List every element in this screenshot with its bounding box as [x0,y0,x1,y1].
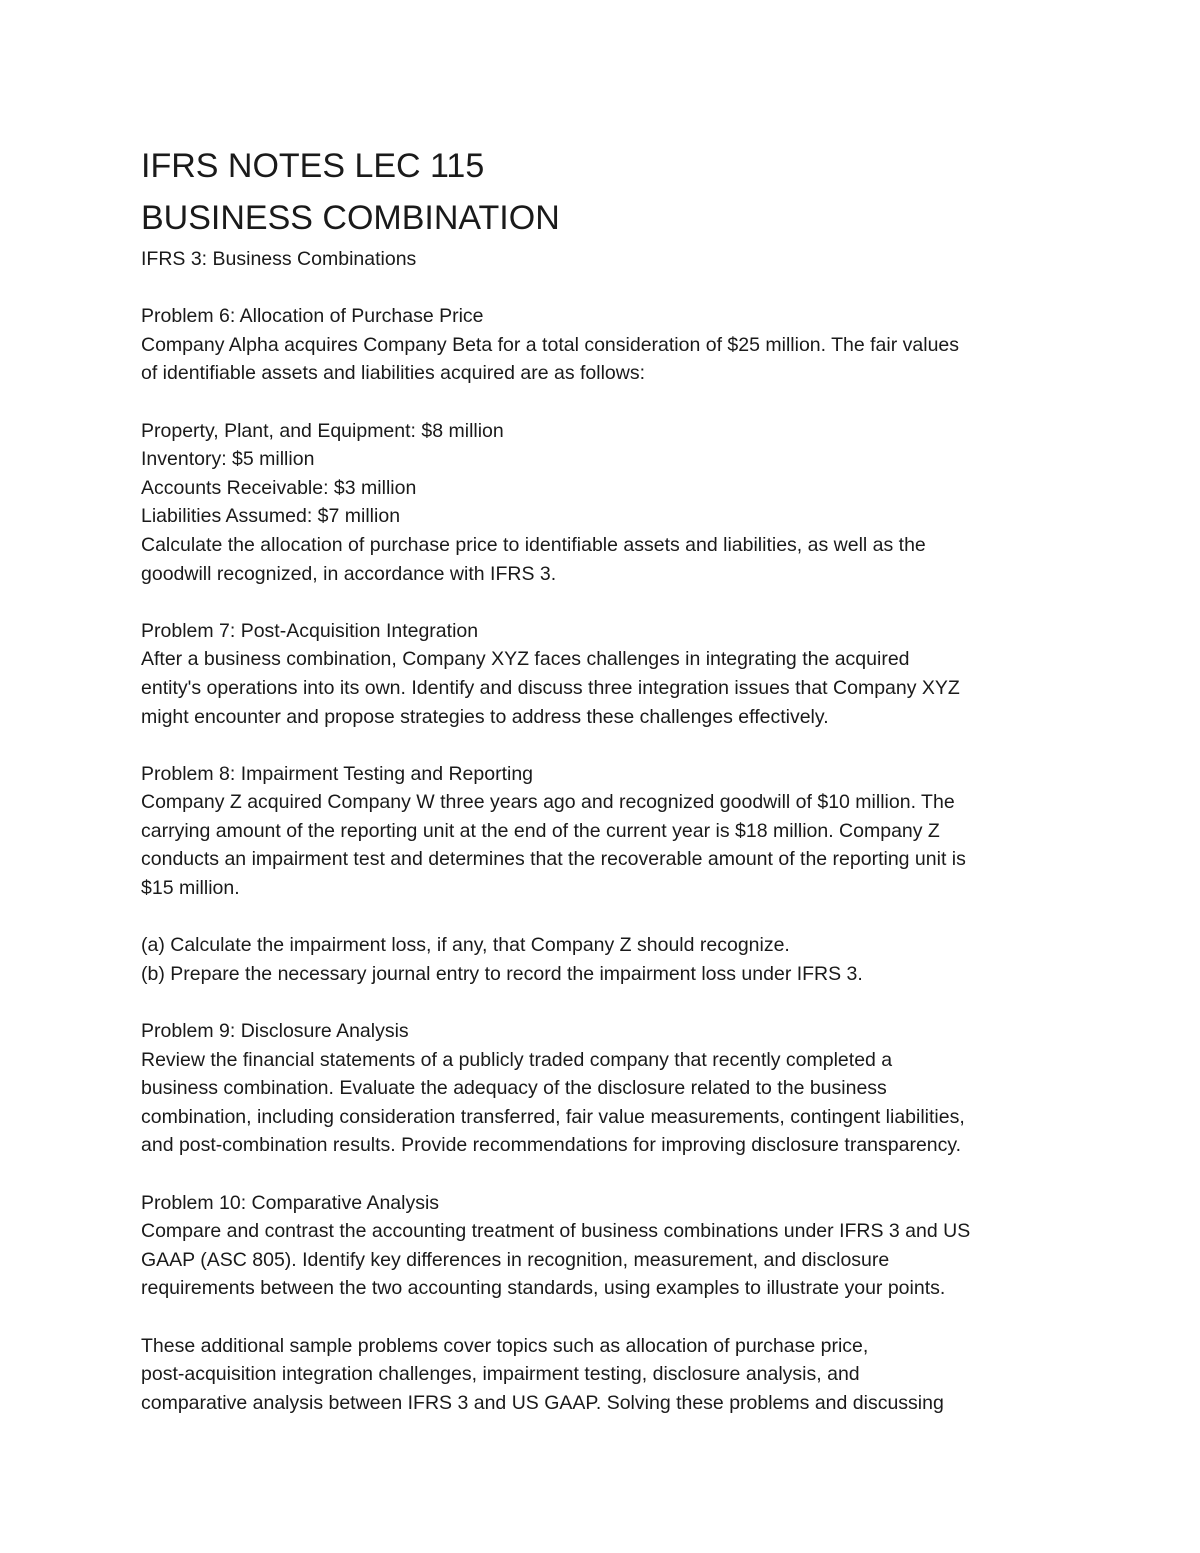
problem-10-body-line: GAAP (ASC 805). Identify key differences in recognition, measurement, and disclosure [141,1248,890,1271]
problem-6-item: Inventory: $5 million [141,448,315,471]
problem-7-body-line: After a business combination, Company XYZ faces challenges in integrating the acquired [141,648,910,671]
problem-9-body-line: business combination. Evaluate the adequacy of the disclosure related to the business [141,1077,887,1100]
problem-7-body-line: entity's operations into its own. Identify and discuss three integration issues that Company XYZ [141,676,960,699]
document-title-line-2: BUSINESS COMBINATION [141,199,560,237]
problem-8-section [141,760,1071,989]
paragraph-gap [141,1160,1071,1189]
document-title-line-1: IFRS NOTES LEC 115 [141,147,485,185]
problem-6-item: Accounts Receivable: $3 million [141,476,417,499]
paragraph-gap [141,388,1071,417]
problem-6-task-line: Calculate the allocation of purchase price to identifiable assets and liabilities, as well as the [141,533,926,556]
problem-9-heading: Problem 9: Disclosure Analysis [141,1020,409,1043]
problem-6-intro-line: Company Alpha acquires Company Beta for a total consideration of $25 million. The fair values [141,333,960,356]
problem-7-heading: Problem 7: Post-Acquisition Integration [141,619,479,642]
problem-8-part-b: (b) Prepare the necessary journal entry to record the impairment loss under IFRS 3. [141,962,863,985]
problem-9-section [141,1017,1071,1160]
problem-6-item: Liabilities Assumed: $7 million [141,505,401,528]
problem-10-section [141,1189,1071,1303]
paragraph-gap [141,903,1071,932]
document-page [141,140,1071,1417]
closing-section [141,1332,1071,1418]
problem-6-section [141,302,1071,588]
document-subtitle: IFRS 3: Business Combinations [141,248,417,270]
problem-6-heading: Problem 6: Allocation of Purchase Price [141,305,484,328]
problem-10-body-line: requirements between the two accounting standards, using examples to illustrate your points. [141,1277,946,1300]
problem-9-body-line: combination, including consideration transferred, fair value measurements, contingent liabilities, [141,1105,965,1128]
problem-9-body-line: and post-combination results. Provide recommendations for improving disclosure transparency. [141,1134,962,1157]
problem-7-body-line: might encounter and propose strategies to address these challenges effectively. [141,705,829,728]
paragraph-gap [141,588,1071,617]
problem-7-section [141,617,1071,731]
problem-8-body-line: $15 million. [141,877,240,900]
problem-8-body-line: carrying amount of the reporting unit at the end of the current year is $18 million. Company Z [141,819,940,842]
problem-10-heading: Problem 10: Comparative Analysis [141,1191,440,1214]
problem-8-body-line: conducts an impairment test and determines that the recoverable amount of the reporting unit is [141,848,966,871]
closing-line: comparative analysis between IFRS 3 and US GAAP. Solving these problems and discussing [141,1391,944,1414]
paragraph-gap [141,988,1071,1017]
paragraph-gap [141,1303,1071,1332]
problem-6-task-line: goodwill recognized, in accordance with IFRS 3. [141,562,557,585]
paragraph-gap [141,274,1071,303]
problem-8-part-a: (a) Calculate the impairment loss, if any, that Company Z should recognize. [141,934,790,957]
problem-9-body-line: Review the financial statements of a publicly traded company that recently completed a [141,1048,893,1071]
problem-10-body-line: Compare and contrast the accounting treatment of business combinations under IFRS 3 and US [141,1220,971,1243]
closing-line: These additional sample problems cover topics such as allocation of purchase price, [141,1334,869,1357]
paragraph-gap [141,731,1071,760]
problem-6-intro-line: of identifiable assets and liabilities acquired are as follows: [141,362,646,385]
closing-line: post-acquisition integration challenges, impairment testing, disclosure analysis, and [141,1363,860,1386]
problem-6-item: Property, Plant, and Equipment: $8 million [141,419,504,442]
problem-8-heading: Problem 8: Impairment Testing and Reporting [141,762,534,785]
problem-8-body-line: Company Z acquired Company W three years ago and recognized goodwill of $10 million. The [141,791,955,814]
